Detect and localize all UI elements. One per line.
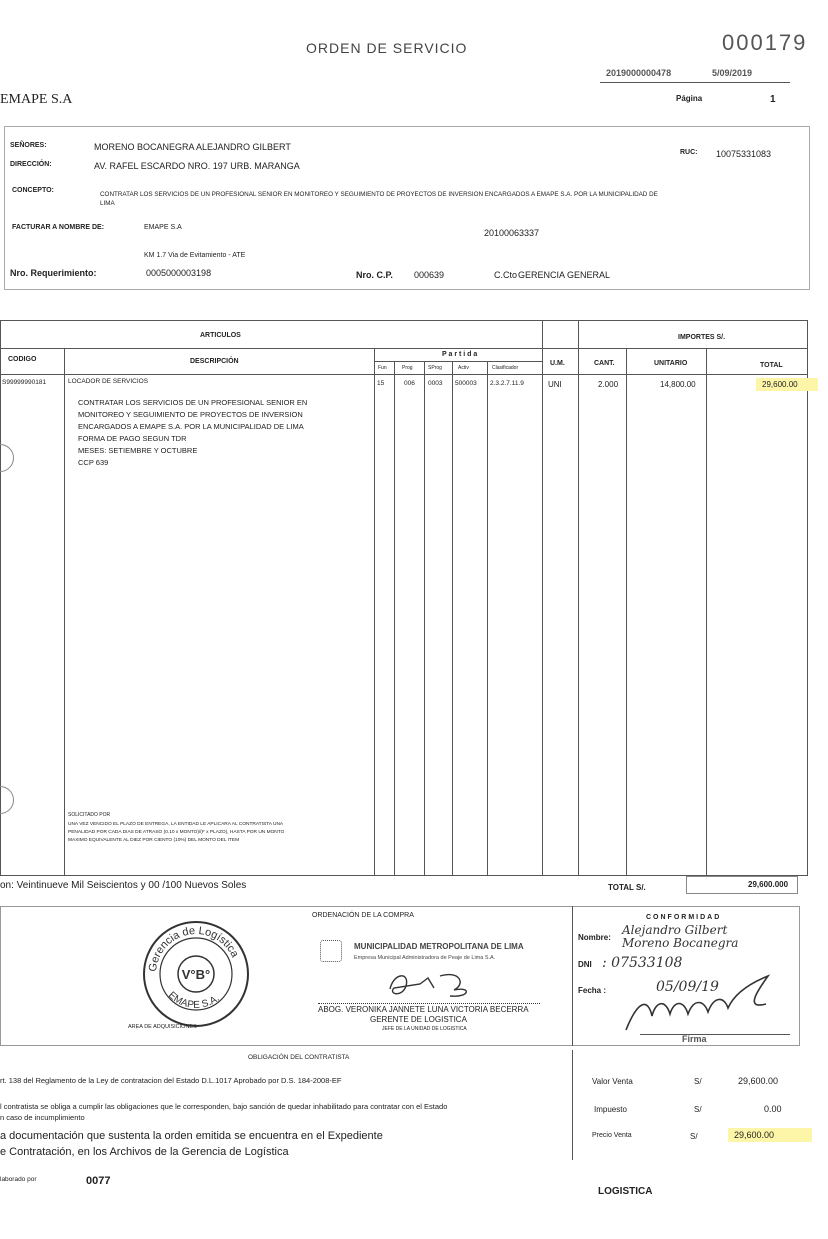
articulos-header: ARTICULOS (200, 332, 241, 339)
row-clasificador: 2.3.2.7.11.9 (490, 380, 524, 387)
logistica-stamp (140, 918, 252, 1028)
obligation-line: l contratista se obliga a cumplir las obligaciones que le corresponden, bajo sanción de quedar inhabilitado para contratar con el Estado (0, 1102, 448, 1111)
valor-currency: S/ (694, 1077, 702, 1086)
penalty-line: MAXIMO EQUIVALENTE AL DIEZ POR CIENTO (10%) DEL MONTO DEL ITEM (68, 838, 240, 843)
obligation-heading: OBLIGACIÓN DEL CONTRATISTA (248, 1054, 350, 1061)
ruc-label: RUC: (680, 149, 698, 156)
importes-header: IMPORTES S/. (678, 334, 726, 341)
concepto-line1: CONTRATAR LOS SERVICIOS DE UN PROFESIONAL SENIOR EN MONITOREO Y SEGUIMIENTO DE PROYECTOS DE INVERSION ENCARGADOS A EMAPE S.A. POR LA MUNICIPALIDAD DE (100, 191, 658, 198)
clasificador-header: Clasificador (492, 365, 519, 371)
cp-label: Nro. C.P. (356, 270, 393, 280)
ordenacion-label: ORDENACIÓN DE LA COMPRA (312, 912, 414, 919)
nombre-value: Alejandro Gilbert Moreno Bocanegra (622, 923, 739, 950)
direccion-label: DIRECCIÓN: (10, 161, 52, 168)
conformidad-signature (618, 970, 778, 1040)
valor-value: 29,600.00 (738, 1076, 779, 1086)
facturar-label: FACTURAR A NOMBRE DE: (12, 224, 105, 231)
row-cant: 2.000 (598, 380, 619, 389)
row-unitario: 14,800.00 (660, 380, 696, 389)
cant-header: CANT. (594, 360, 615, 367)
muni-sub: Empresa Municipal Administradora de Peaje de Lima S.A. (354, 955, 496, 961)
manager-signature (380, 964, 490, 1004)
elaborado-label: laborado por (0, 1176, 37, 1183)
facturar-ruc: 20100063337 (484, 228, 540, 238)
elaborado-value: 0077 (86, 1175, 111, 1187)
dni-value: : 07533108 (602, 955, 683, 971)
table-rule (0, 374, 808, 375)
ccto-value: GERENCIA GENERAL (518, 270, 611, 280)
header-rule (600, 82, 790, 83)
table-col (394, 361, 395, 876)
row-prog: 006 (404, 380, 415, 387)
fecha-value: 05/09/19 (656, 979, 719, 995)
row-sprog: 0003 (428, 380, 443, 387)
precio-label: Precio Venta (592, 1132, 632, 1139)
table-col (626, 348, 627, 876)
detail-line: CONTRATAR LOS SERVICIOS DE UN PROFESIONAL SENIOR EN (78, 398, 308, 407)
precio-currency: S/ (690, 1132, 698, 1141)
total-value: 29,600.000 (748, 880, 789, 889)
total-label: TOTAL S/. (608, 883, 646, 892)
ccto-label: C.Cto (494, 270, 518, 280)
table-rule (374, 361, 542, 362)
concepto-line2: LIMA (100, 200, 115, 207)
detail-line: ENCARGADOS A EMAPE S.A. POR LA MUNICIPALIDAD DE LIMA (78, 422, 304, 431)
senores-value: MORENO BOCANEGRA ALEJANDRO GILBERT (94, 142, 291, 152)
detail-line: MONITOREO Y SEGUIMIENTO DE PROYECTOS DE INVERSION (78, 410, 303, 419)
firma-label: Firma (682, 1034, 707, 1044)
obligation-line: n caso de incumplimiento (0, 1113, 85, 1122)
table-col (374, 348, 375, 876)
amount-in-words: on: Veintinueve Mil Seiscientos y 00 /100 Nuevos Soles (0, 880, 247, 891)
row-um: UNI (548, 380, 562, 389)
total-header: TOTAL (760, 362, 783, 369)
partida-header: P a r t i d a (442, 351, 478, 358)
descripcion-header: DESCRIPCIÓN (190, 358, 239, 365)
row-activ: 500003 (455, 380, 477, 387)
facturar-address: KM 1.7 Via de Evitamiento - ATE (144, 252, 246, 259)
detail-line: FORMA DE PAGO SEGUN TDR (78, 434, 187, 443)
penalty-line: PENALIDAD POR CADA DIAS DE ATRASO (0.10 x MONTO)/(F x PLAZO), HASTA POR UN MONTO (68, 830, 285, 835)
solicitado-label: SOLICITADO POR (68, 812, 111, 818)
row-codigo: S99999990181 (2, 379, 47, 386)
requerimiento-value: 0005000003198 (146, 268, 212, 278)
stamp-center-text: V°B° (181, 967, 211, 982)
senores-label: SEÑORES: (10, 142, 47, 149)
penalty-line: UNA VEZ VENCIDO EL PLAZO DE ENTREGA, LA ENTIDAD LE APLICARA AL CONTRATISTA UNA (68, 822, 284, 827)
order-number: 000179 (722, 30, 808, 55)
area-label: AREA DE ADQUISICIONES (128, 1024, 197, 1030)
page-label: Página (676, 94, 703, 103)
table-col (542, 320, 543, 876)
muni-emblem-icon (320, 940, 342, 962)
table-col (424, 361, 425, 876)
row-descripcion: LOCADOR DE SERVICIOS (68, 378, 149, 385)
document-title: ORDEN DE SERVICIO (306, 40, 468, 56)
stamp-top-text: Gerencia de Logística (146, 924, 241, 973)
table-col (64, 348, 65, 876)
detail-line: MESES: SETIEMBRE Y OCTUBRE (78, 446, 198, 455)
muni-title: MUNICIPALIDAD METROPOLITANA DE LIMA (354, 942, 524, 951)
um-header: U.M. (550, 360, 565, 367)
dni-label: DNI (578, 960, 592, 969)
table-col (578, 320, 579, 876)
table-col (487, 361, 488, 876)
prog-header: Prog (402, 365, 413, 371)
company-name: EMAPE S.A (0, 92, 73, 107)
signature-rule (318, 1003, 540, 1004)
detail-line: CCP 639 (78, 458, 109, 467)
fecha-label: Fecha : (578, 986, 607, 995)
logistica-label: LOGISTICA (598, 1186, 653, 1197)
impuesto-currency: S/ (694, 1105, 702, 1114)
impuesto-label: Impuesto (594, 1105, 627, 1114)
signatory-role-sub: JEFE DE LA UNIDAD DE LOGISTICA (382, 1026, 467, 1032)
impuesto-value: 0.00 (764, 1104, 782, 1114)
row-fun: 15 (377, 380, 385, 387)
table-rule (0, 348, 808, 349)
conformidad-label: CONFORMIDAD (646, 914, 722, 921)
obligation-line: e Contratación, en los Archivos de la Gerencia de Logística (0, 1146, 289, 1158)
signatory-name: ABOG. VERONIKA JANNETE LUNA VICTORIA BECERRA (318, 1005, 529, 1014)
order-date: 5/09/2019 (712, 68, 753, 78)
obligation-line: a documentación que sustenta la orden emitida se encuentra en el Expediente (0, 1130, 383, 1142)
row-total: 29,600.00 (756, 378, 818, 391)
direccion-value: AV. RAFEL ESCARDO NRO. 197 URB. MARANGA (94, 161, 300, 171)
page-number: 1 (770, 94, 776, 105)
firma-rule (640, 1034, 790, 1035)
codigo-header: CODIGO (8, 356, 37, 363)
unitario-header: UNITARIO (654, 360, 688, 367)
activ-header: Activ (458, 365, 469, 371)
concepto-label: CONCEPTO: (12, 187, 54, 194)
nombre-label: Nombre: (578, 933, 611, 942)
fun-header: Fun (378, 365, 387, 371)
sprog-header: SProg (428, 365, 442, 371)
cp-value: 000639 (414, 270, 445, 280)
obligation-line: rt. 138 del Reglamento de la Ley de contratacion del Estado D.L.1017 Aprobado por D.S. 184-2008-EF (0, 1076, 342, 1085)
doc-code: 2019000000478 (606, 68, 672, 78)
signatory-role: GERENTE DE LOGISTICA (370, 1015, 467, 1024)
stamp-bottom-text: EMAPE S.A. (166, 989, 222, 1011)
requerimiento-label: Nro. Requerimiento: (10, 268, 97, 278)
approval-divider (572, 906, 573, 1046)
table-col (706, 348, 707, 876)
ruc-value: 10075331083 (716, 149, 772, 159)
valor-label: Valor Venta (592, 1077, 633, 1086)
table-col (452, 361, 453, 876)
facturar-value: EMAPE S.A (144, 224, 182, 231)
precio-value: 29,600.00 (728, 1128, 812, 1142)
